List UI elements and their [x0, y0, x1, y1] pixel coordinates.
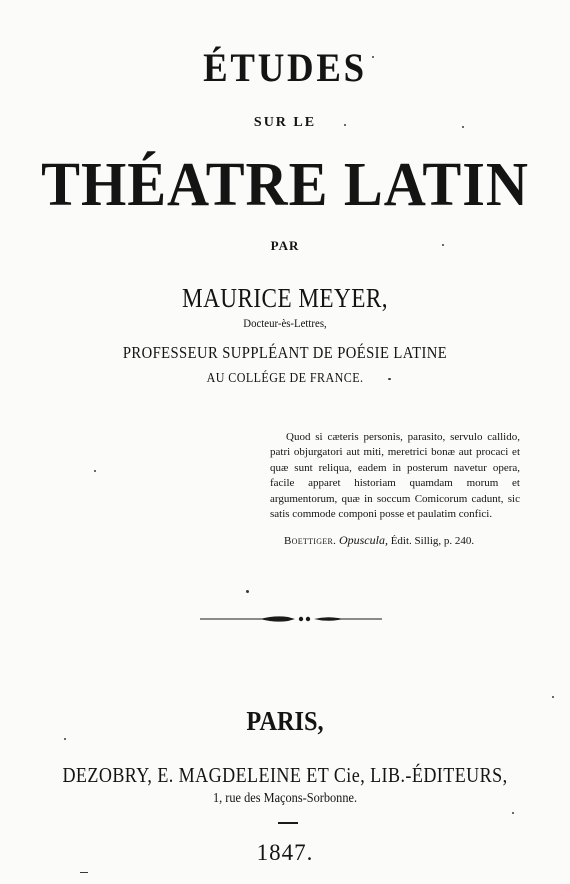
paper-speck	[80, 872, 88, 873]
paper-speck	[344, 124, 346, 126]
paper-speck	[552, 696, 554, 698]
title-line-theatre-latin: THÉATRE LATIN	[41, 151, 529, 219]
title-line-par: PAR	[270, 238, 300, 253]
paper-speck	[462, 126, 464, 128]
paper-speck	[64, 738, 66, 740]
title-line-sur-le: SUR LE	[253, 115, 317, 130]
author-position: PROFESSEUR SUPPLÉANT DE POÉSIE LATINE	[122, 343, 448, 362]
paper-speck	[246, 590, 249, 593]
paper-speck	[94, 470, 96, 472]
author-degree: Docteur-ès-Lettres,	[243, 316, 327, 330]
author-institution: AU COLLÉGE DE FRANCE.	[206, 371, 364, 386]
title-line-etudes: ÉTUDES	[203, 45, 367, 90]
epigraph-text: Quod si cæteris personis, parasito, servulo callido, patri objurgatori aut miti, meretrici bonæ aut procaci et quæ sunt reliqua, eadem in posterum navetur opera, facile apparet historiam quamdam morum et argumentorum, quæ in soccum Comicorum cadunt, sic satis commode componi posse et paulatim confici.	[270, 431, 520, 521]
paper-speck	[512, 812, 514, 814]
imprint-publisher: DEZOBRY, E. MAGDELEINE ET Cie, LIB.-ÉDITEURS,	[62, 763, 508, 787]
paper-speck	[372, 56, 374, 58]
ornament-rule	[200, 612, 382, 626]
epigraph-source-edition: Édit. Sillig, p. 240.	[390, 535, 475, 547]
paper-speck	[442, 244, 444, 246]
epigraph-source	[284, 533, 474, 548]
imprint-city: PARIS,	[246, 706, 324, 736]
author-name: MAURICE MEYER,	[182, 283, 388, 313]
imprint-address: 1, rue des Maçons-Sorbonne.	[212, 791, 358, 806]
imprint-rule	[278, 822, 298, 824]
epigraph-source-work: Opuscula,	[338, 533, 388, 547]
paper-speck	[388, 378, 391, 380]
imprint-year: 1847.	[256, 840, 314, 865]
epigraph-source-author: Boettiger.	[284, 535, 337, 547]
